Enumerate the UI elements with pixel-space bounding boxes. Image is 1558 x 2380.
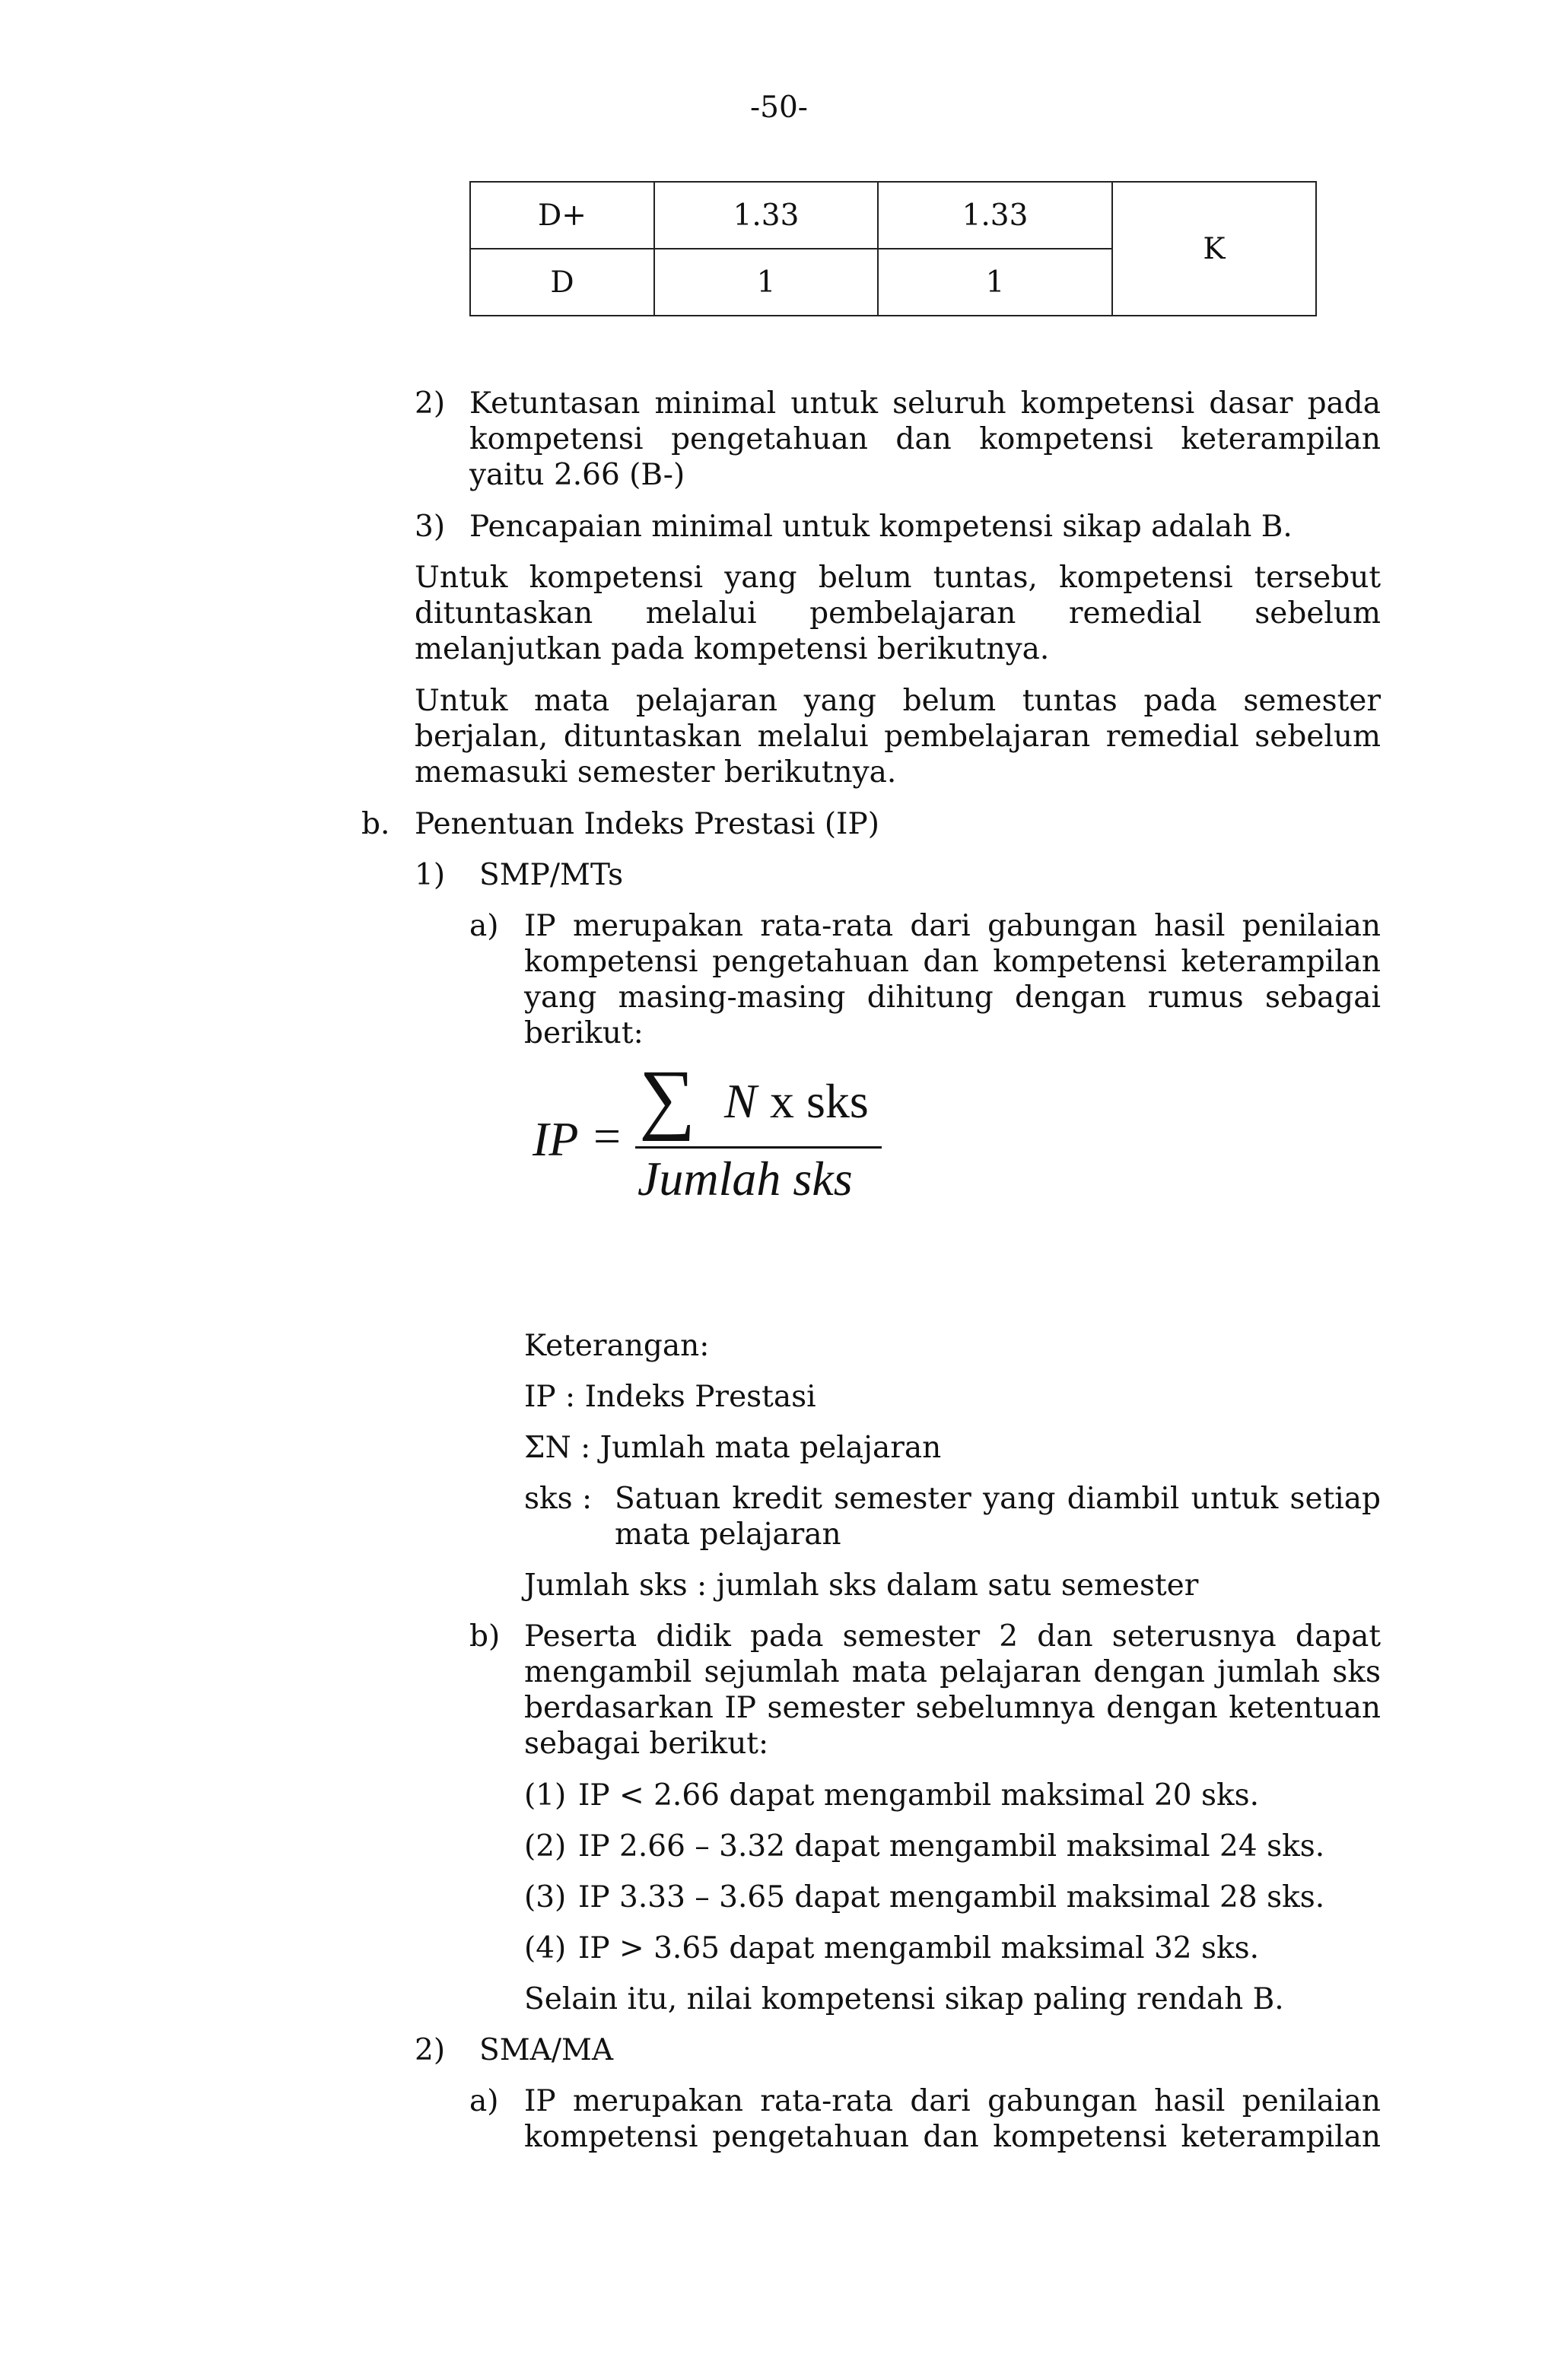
keterangan-sks-label: sks : bbox=[524, 1482, 593, 1516]
list-item bbox=[524, 2083, 1381, 2155]
section-title: Penentuan Indeks Prestasi (IP) bbox=[415, 807, 879, 841]
section-marker: b. bbox=[361, 807, 390, 841]
list-marker: 2) bbox=[415, 2033, 446, 2067]
subsection-title: SMP/MTs bbox=[479, 858, 624, 892]
table-cell: 1 bbox=[878, 249, 1112, 316]
text-line: melanjutkan pada kompetensi berikutnya. bbox=[415, 632, 1050, 666]
formula-lhs: IP bbox=[533, 1112, 579, 1166]
text-line: Untuk mata pelajaran yang belum tuntas pada semester bbox=[415, 684, 1381, 718]
text-line: memasuki semester berikutnya. bbox=[415, 755, 897, 790]
text-line: Peserta didik pada semester 2 dan seterusnya dapat bbox=[524, 1619, 1381, 1654]
table-cell: 1.33 bbox=[878, 182, 1112, 249]
rule-text: IP 3.33 – 3.65 dapat mengambil maksimal 28 sks. bbox=[578, 1880, 1325, 1914]
rule-text: IP 2.66 – 3.32 dapat mengambil maksimal 24 sks. bbox=[578, 1829, 1325, 1864]
table-row bbox=[470, 182, 1316, 249]
table-cell: 1 bbox=[654, 249, 878, 316]
ip-formula bbox=[533, 1054, 890, 1228]
text-line: dituntaskan melalui pembelajaran remedial sebelum bbox=[415, 596, 1381, 631]
rule-marker: (3) bbox=[524, 1880, 567, 1914]
rule-text: IP < 2.66 dapat mengambil maksimal 20 sks. bbox=[578, 1778, 1260, 1813]
text-line: yang masing-masing dihitung dengan rumus sebagai bbox=[524, 980, 1381, 1015]
text-line: yaitu 2.66 (B-) bbox=[469, 458, 685, 492]
list-marker: 3) bbox=[415, 510, 446, 544]
formula-numerator-var: N bbox=[724, 1074, 757, 1128]
selain-note: Selain itu, nilai kompetensi sikap paling rendah B. bbox=[524, 1982, 1284, 2016]
grade-table bbox=[469, 181, 1317, 316]
formula-equals: = bbox=[593, 1109, 622, 1163]
keterangan-title: Keterangan: bbox=[524, 1329, 710, 1363]
list-item bbox=[469, 386, 1381, 493]
list-marker: a) bbox=[469, 909, 499, 943]
keterangan-sum-n: ΣN : Jumlah mata pelajaran bbox=[524, 1431, 942, 1465]
table-cell-merged: K bbox=[1112, 182, 1316, 316]
subsection-title: SMA/MA bbox=[479, 2033, 614, 2067]
text-line: IP merupakan rata-rata dari gabungan hasil penilaian bbox=[524, 2084, 1381, 2118]
rule-marker: (4) bbox=[524, 1931, 567, 1965]
text-line: Satuan kredit semester yang diambil untuk setiap bbox=[615, 1482, 1381, 1516]
text-line: kompetensi pengetahuan dan kompetensi keterampilan bbox=[524, 945, 1381, 979]
text-line: berikut: bbox=[524, 1016, 644, 1050]
list-item bbox=[524, 908, 1381, 1051]
list-item bbox=[469, 509, 1381, 545]
text-line: berjalan, dituntaskan melalui pembelajaran remedial sebelum bbox=[415, 720, 1381, 754]
keterangan-sks-def bbox=[615, 1481, 1381, 1552]
keterangan-ip: IP : Indeks Prestasi bbox=[524, 1380, 816, 1414]
fraction-bar bbox=[635, 1146, 882, 1149]
sigma-symbol: ∑ bbox=[639, 1054, 696, 1142]
list-marker: 2) bbox=[415, 386, 446, 421]
text-line: mata pelajaran bbox=[615, 1517, 841, 1552]
paragraph bbox=[415, 683, 1381, 790]
table-cell: D+ bbox=[470, 182, 654, 249]
table-cell: 1.33 bbox=[654, 182, 878, 249]
rule-marker: (1) bbox=[524, 1778, 567, 1813]
rule-marker: (2) bbox=[524, 1829, 567, 1864]
list-item bbox=[524, 1619, 1381, 1762]
text-line: Pencapaian minimal untuk kompetensi sikap adalah B. bbox=[469, 510, 1293, 544]
text-line: berdasarkan IP semester sebelumnya dengan ketentuan bbox=[524, 1691, 1381, 1725]
text-line: sebagai berikut: bbox=[524, 1727, 769, 1761]
page-number: -50- bbox=[750, 91, 808, 125]
text-line: Untuk kompetensi yang belum tuntas, kompetensi tersebut bbox=[415, 561, 1381, 595]
text-line: kompetensi pengetahuan dan kompetensi keterampilan bbox=[469, 422, 1381, 456]
list-marker: b) bbox=[469, 1619, 501, 1654]
formula-numerator-rest: x sks bbox=[770, 1074, 869, 1128]
text-line: Ketuntasan minimal untuk seluruh kompetensi dasar pada bbox=[469, 386, 1381, 421]
list-marker: 1) bbox=[415, 858, 446, 892]
rule-text: IP > 3.65 dapat mengambil maksimal 32 sks. bbox=[578, 1931, 1260, 1965]
table-cell: D bbox=[470, 249, 654, 316]
formula-denominator: Jumlah sks bbox=[638, 1152, 853, 1206]
paragraph bbox=[415, 560, 1381, 667]
text-line: mengambil sejumlah mata pelajaran dengan jumlah sks bbox=[524, 1655, 1381, 1689]
text-line: kompetensi pengetahuan dan kompetensi keterampilan bbox=[524, 2120, 1381, 2154]
keterangan-jumlah: Jumlah sks : jumlah sks dalam satu semester bbox=[524, 1568, 1199, 1603]
text-line: IP merupakan rata-rata dari gabungan hasil penilaian bbox=[524, 909, 1381, 943]
list-marker: a) bbox=[469, 2084, 499, 2118]
